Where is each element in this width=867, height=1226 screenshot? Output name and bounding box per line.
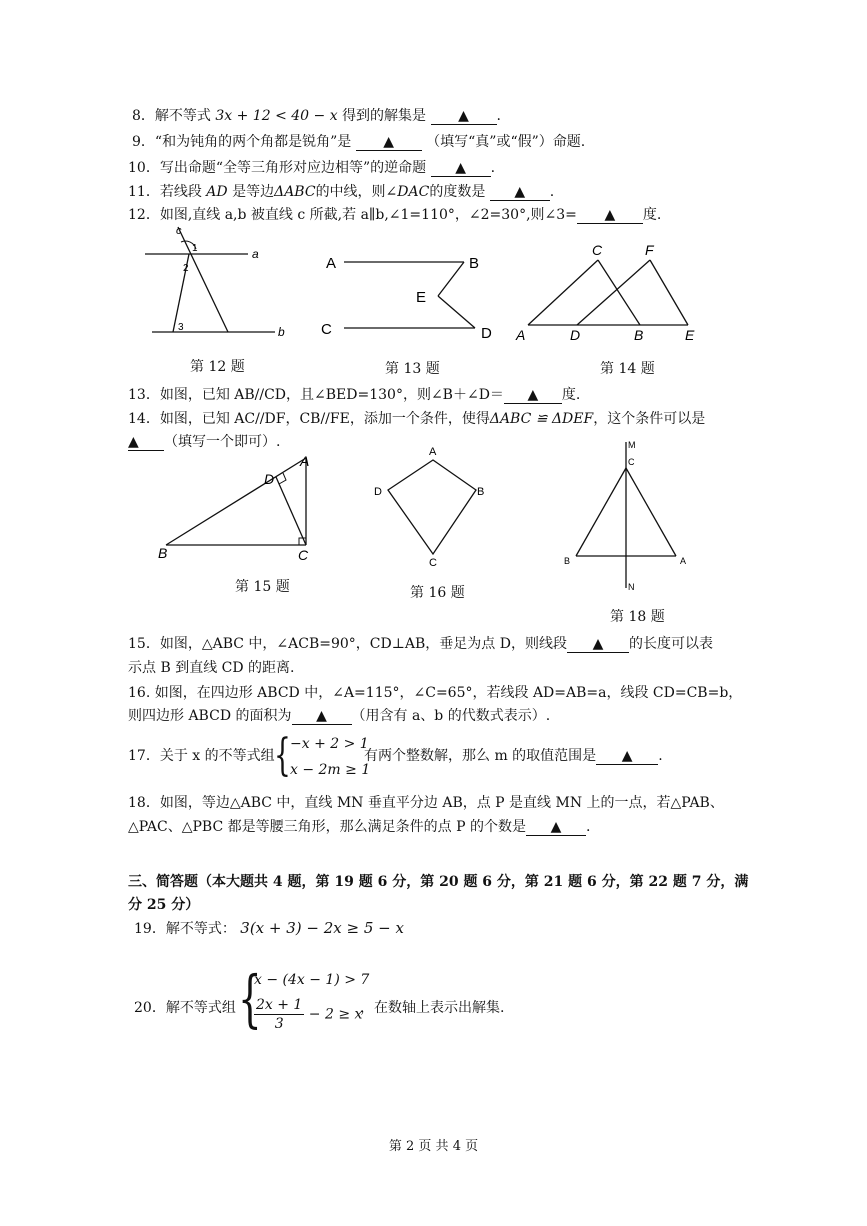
- label-M: M: [628, 440, 636, 450]
- label-A: A: [516, 327, 526, 343]
- label-F: F: [645, 242, 654, 258]
- caption-fig-14: 第 14 题: [600, 361, 655, 377]
- question-11: [128, 182, 554, 202]
- label-B: B: [634, 327, 644, 343]
- brace: {: [274, 730, 291, 781]
- answer-blank[interactable]: ▲: [526, 819, 586, 836]
- question-19: [134, 918, 404, 939]
- label-D: D: [481, 325, 492, 342]
- q14-congruence: ΔABC ≌ ΔDEF: [489, 411, 594, 427]
- label-C: C: [592, 242, 603, 258]
- answer-blank[interactable]: ▲: [490, 184, 550, 201]
- question-15: [128, 634, 713, 654]
- q11-suffix: 的度数是: [429, 184, 486, 200]
- q18-end: .: [585, 819, 591, 835]
- figure-12: [140, 222, 300, 347]
- label-C: C: [628, 457, 635, 467]
- answer-blank[interactable]: ▲: [356, 134, 422, 151]
- brace: {: [238, 962, 262, 1035]
- q16-line2a: 则四边形 ABCD 的面积为: [128, 708, 292, 724]
- label-D: D: [264, 471, 275, 487]
- q20-inequality-2: [254, 996, 362, 1033]
- q11-mid2: 的中线，则∠: [315, 184, 398, 200]
- answer-blank[interactable]: ▲: [577, 207, 643, 224]
- figure-15: [156, 448, 316, 563]
- answer-blank[interactable]: ▲: [431, 160, 491, 177]
- label-B: B: [469, 255, 480, 272]
- q14-line2: （填写一个即可）.: [164, 434, 281, 450]
- question-16: 16. 如图，在四边形 ABCD 中，∠A=115°，∠C=65°，若线段 AD=AB=a，线段 CD=CB=b，: [128, 685, 743, 701]
- label-C: C: [298, 547, 309, 563]
- question-18-line2: [128, 817, 590, 837]
- question-17-suffix: [364, 746, 663, 766]
- q8-end: .: [496, 108, 501, 124]
- q12-text: 12．如图,直线 a,b 被直线 c 所截,若 a∥b,∠1=110°，∠2=30°,则∠3=: [128, 207, 577, 223]
- q9-suffix: （填写“真”或“假”）命题.: [426, 134, 586, 150]
- caption-fig-16: 第 16 题: [410, 585, 465, 601]
- q16-line2b: （用含有 a、b 的代数式表示）.: [351, 708, 551, 724]
- question-20-suffix: ，在数轴上表示出解集.: [360, 1000, 505, 1016]
- q13-text: 13．如图，已知 AB//CD，且∠BED=130°，则∠B＋∠D＝: [128, 387, 504, 403]
- label-A: A: [300, 453, 310, 469]
- label-D: D: [570, 327, 581, 343]
- section-3-heading-line2: 分 25 分）: [128, 897, 200, 913]
- label-E: E: [685, 327, 695, 343]
- q15-line1: 15．如图，△ABC 中，∠ACB=90°，CD⊥AB，垂足为点 D，则线段: [128, 636, 567, 652]
- label-A: A: [680, 556, 687, 566]
- question-13: [128, 385, 580, 405]
- caption-fig-18: 第 18 题: [610, 609, 665, 625]
- q20-inequality-1: x − (4x − 1) > 7: [254, 972, 370, 988]
- label-D: D: [374, 486, 382, 498]
- q17-suffix: 有两个整数解，那么 m 的取值范围是: [364, 748, 597, 764]
- q13-end: 度.: [561, 387, 581, 403]
- question-9: [132, 132, 585, 152]
- label-C: C: [321, 321, 332, 338]
- figure-14: [512, 242, 712, 347]
- q8-suffix: 得到的解集是: [342, 108, 427, 124]
- label-a: a: [252, 247, 259, 261]
- q19-expression: 3(x + 3) − 2x ≥ 5 − x: [240, 919, 404, 937]
- line-c: [178, 227, 228, 332]
- q17-inequality-2: x − 2m ≥ 1: [290, 762, 371, 778]
- label-N: N: [628, 582, 635, 592]
- answer-blank[interactable]: ▲: [504, 387, 562, 404]
- fraction-denominator: 3: [274, 1016, 284, 1032]
- figure-18: [560, 438, 700, 598]
- q15-line1b: 的长度可以表: [628, 636, 713, 652]
- fraction-numerator: 2x + 1: [256, 997, 303, 1013]
- q17-inequality-1: −x + 2 > 1: [290, 736, 369, 752]
- label-b: b: [278, 325, 285, 339]
- fraction: [254, 996, 304, 1033]
- q12-end: 度.: [642, 207, 662, 223]
- q20-inequality-2-rest: − 2 ≥ x: [308, 1006, 363, 1023]
- q8-expression: 3x + 12 < 40 − x: [215, 108, 338, 124]
- answer-blank[interactable]: ▲: [431, 108, 497, 125]
- label-c: c: [176, 225, 182, 237]
- section-3-heading: 三、简答题（本大题共 4 题，第 19 题 6 分，第 20 题 6 分，第 21 题 6 分，第 22 题 7 分，满: [128, 874, 749, 890]
- q10-label: 10．写出命题“全等三角形对应边相等”的逆命题: [128, 160, 427, 176]
- label-E: E: [416, 289, 427, 306]
- label-A: A: [326, 255, 337, 272]
- label-B: B: [477, 486, 485, 498]
- label-2: 2: [183, 263, 189, 274]
- question-18: 18．如图，等边△ABC 中，直线 MN 垂直平分边 AB，点 P 是直线 MN 上的一点，若△PAB、: [128, 795, 724, 811]
- caption-fig-15: 第 15 题: [235, 579, 290, 595]
- figure-13: [318, 248, 503, 348]
- label-B: B: [564, 556, 571, 566]
- caption-fig-13: 第 13 题: [385, 361, 440, 377]
- question-15-line2: 示点 B 到直线 CD 的距离.: [128, 660, 295, 676]
- caption-fig-12: 第 12 题: [190, 359, 245, 375]
- label-B: B: [158, 545, 168, 561]
- label-3: 3: [178, 322, 184, 333]
- answer-blank[interactable]: ▲: [567, 636, 629, 653]
- label-A: A: [429, 446, 437, 458]
- q14-line1b: ，这个条件可以是: [593, 411, 706, 427]
- answer-blank[interactable]: ▲: [292, 708, 352, 725]
- question-17-label: 17．关于 x 的不等式组: [128, 748, 275, 764]
- q8-label: 8．解不等式: [132, 108, 211, 124]
- answer-blank[interactable]: ▲: [128, 434, 164, 451]
- q11-dac: DAC: [397, 184, 430, 200]
- question-14: [128, 409, 705, 429]
- q14-line1a: 14．如图，已知 AC//DF，CB//FE，添加一个条件，使得: [128, 411, 490, 427]
- q17-end: .: [658, 748, 663, 764]
- q10-end: .: [490, 160, 496, 176]
- q11-end: .: [549, 184, 555, 200]
- q11-mid: 是等边: [232, 184, 275, 200]
- question-20-label: 20．解不等式组: [134, 1000, 236, 1016]
- q11-ad: AD: [206, 184, 228, 200]
- question-10: [128, 158, 495, 178]
- question-16-line2: [128, 706, 550, 726]
- q19-label: 19．解不等式：: [134, 921, 236, 937]
- page-footer: 第 2 页 共 4 页: [388, 1139, 479, 1154]
- figure-16: [368, 442, 498, 567]
- q18-line2: △PAC、△PBC 都是等腰三角形，那么满足条件的点 P 的个数是: [128, 819, 526, 835]
- label-C: C: [429, 557, 437, 567]
- label-1: 1: [192, 243, 198, 254]
- question-8: [132, 106, 501, 126]
- q11-label: 11．若线段: [128, 184, 202, 200]
- q9-label: 9．“和为钝角的两个角都是锐角”是: [132, 134, 352, 150]
- answer-blank[interactable]: ▲: [596, 748, 658, 765]
- q11-triangle: ΔABC: [274, 184, 316, 200]
